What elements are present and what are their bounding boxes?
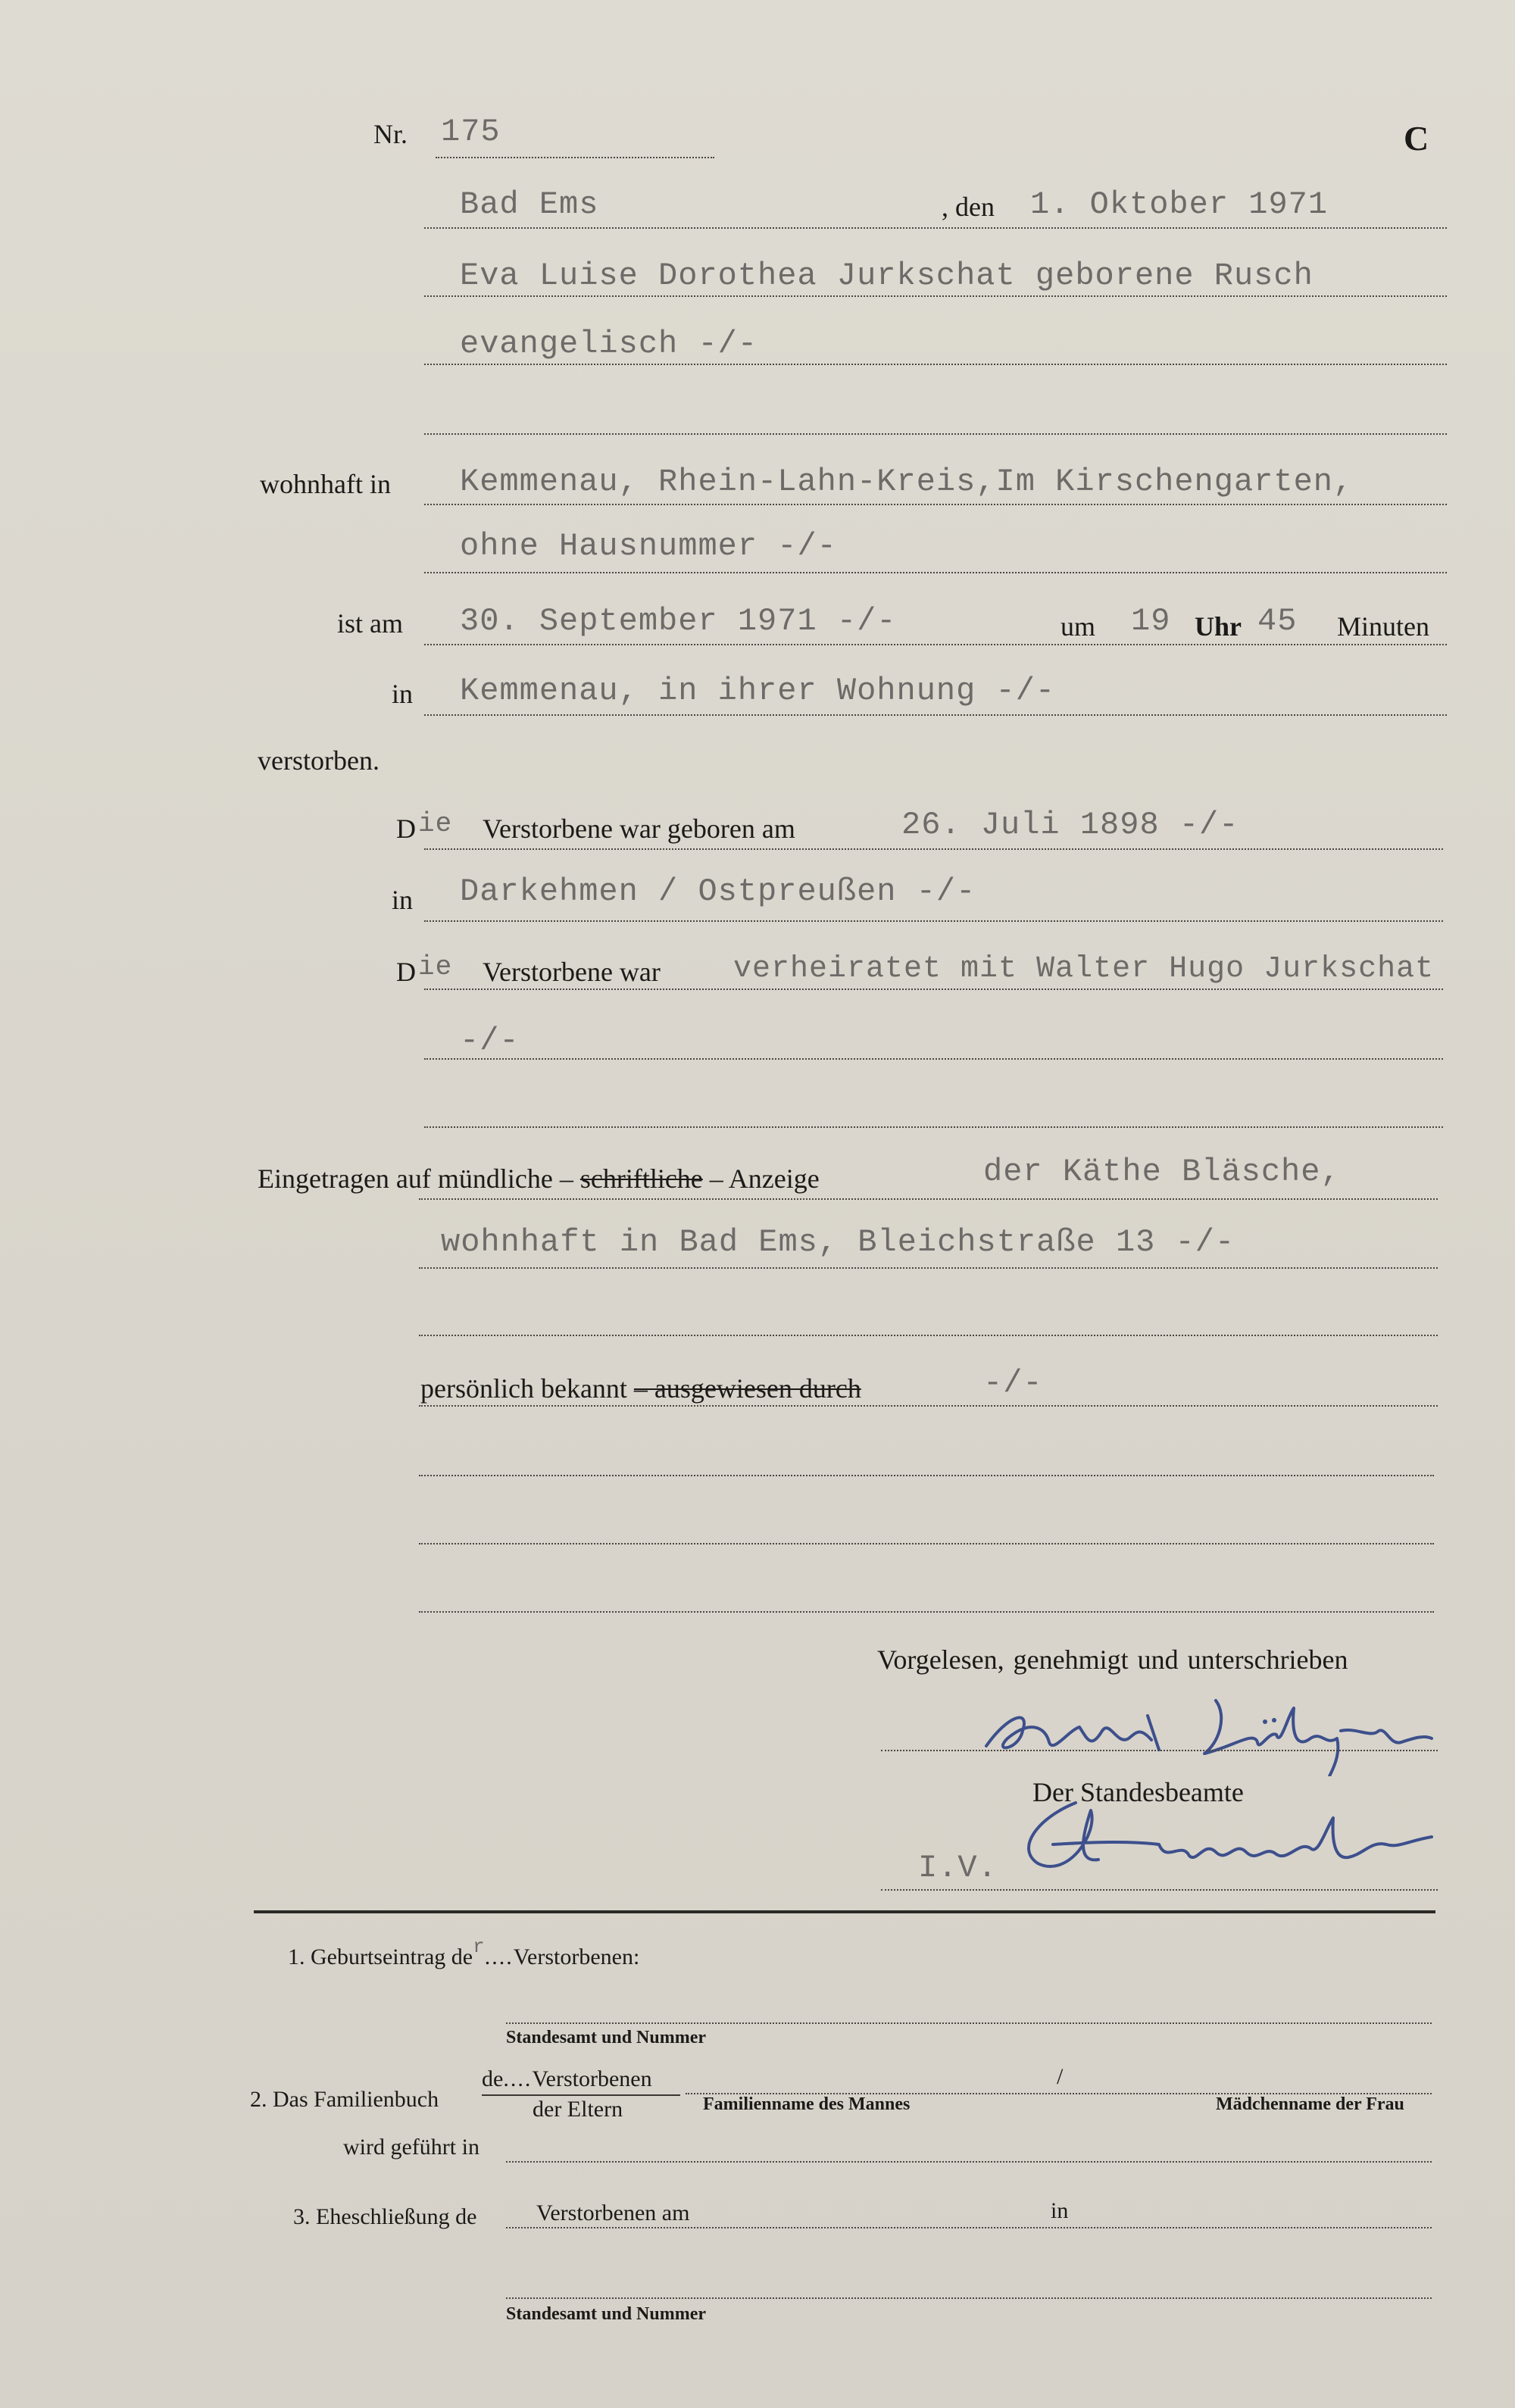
footer-item3-rule — [506, 2227, 1432, 2228]
footer-item2-top-a: de — [482, 2066, 504, 2091]
footer-item1: 1. Geburtseintrag der....Verstorbenen: — [288, 1935, 640, 1969]
identity-rule — [419, 1405, 1438, 1407]
um-label: um — [1060, 611, 1096, 642]
death-hour: 19 — [1131, 603, 1171, 639]
report-label-struck: schriftliche — [579, 1163, 703, 1194]
residence-line1-rule — [424, 504, 1447, 505]
marital-label: Verstorbene war — [483, 957, 661, 987]
marital-rule3 — [424, 1126, 1443, 1128]
religion-value: evangelisch -/- — [460, 326, 758, 362]
footer-standesamt2: Standesamt und Nummer — [506, 2304, 707, 2324]
footer-item2-slash: / — [1057, 2064, 1064, 2089]
footer-item1-sup: r — [473, 1935, 485, 1958]
nr-line — [436, 157, 714, 158]
death-date-rule — [424, 644, 1447, 645]
report-label-line — [258, 1163, 820, 1195]
name-value: Eva Luise Dorothea Jurkschat geborene Rusch — [460, 258, 1314, 294]
birth-place-rule — [424, 920, 1443, 922]
informant-address-rule — [419, 1267, 1438, 1269]
closing-statement: Vorgelesen, genehmigt und unterschrieben — [877, 1644, 1348, 1675]
birth-place: Darkehmen / Ostpreußen -/- — [460, 873, 976, 910]
official-label: Der Standesbeamte — [1032, 1777, 1244, 1807]
marital-value2: -/- — [460, 1023, 520, 1059]
marital-rule — [424, 988, 1443, 990]
birth-date: 26. Juli 1898 -/- — [901, 807, 1239, 843]
footer-item2-top-b: Verstorbenen — [532, 2066, 652, 2091]
informant-value: der Käthe Bläsche, — [983, 1154, 1341, 1190]
verstorben-label: verstorben. — [258, 745, 380, 776]
place-value: Bad Ems — [460, 186, 599, 223]
minuten-label: Minuten — [1337, 611, 1429, 642]
religion-line — [424, 364, 1447, 365]
death-place: Kemmenau, in ihrer Wohnung -/- — [460, 673, 1056, 709]
footer-item2-top: de....Verstorbenen — [482, 2066, 652, 2091]
informant-rule — [419, 1198, 1438, 1200]
informant-signature — [977, 1685, 1447, 1776]
footer-item2-bottom: der Eltern — [533, 2097, 623, 2122]
residence-line1: Kemmenau, Rhein-Lahn-Kreis,Im Kirschengarten, — [460, 464, 1354, 500]
footer-maedchenname: Mädchenname der Frau — [1216, 2094, 1404, 2114]
marital-value: verheiratet mit Walter Hugo Jurkschat — [733, 952, 1435, 986]
footer-item3-rule2 — [506, 2297, 1432, 2299]
known-value: -/- — [983, 1365, 1043, 1401]
date-value: 1. Oktober 1971 — [1030, 186, 1329, 223]
footer-item1-b: Verstorbenen: — [513, 1944, 640, 1969]
footer-item2-label: 2. Das Familienbuch — [250, 2087, 439, 2112]
identity-rule2 — [419, 1475, 1434, 1476]
footer-item2-fraction-rule — [482, 2094, 680, 2096]
informant-signature-rule — [881, 1750, 1438, 1751]
identity-label-line — [420, 1373, 861, 1404]
divider-rule — [254, 1910, 1435, 1913]
known-struck: – ausgewiesen durch — [633, 1373, 861, 1404]
report-blank-rule — [419, 1335, 1438, 1336]
name-line — [424, 295, 1447, 297]
footer-wird-label: wird geführt in — [343, 2135, 479, 2160]
footer-standesamt1: Standesamt und Nummer — [506, 2028, 707, 2047]
footer-familienname: Familienname des Mannes — [703, 2094, 911, 2114]
place-date-line — [424, 227, 1447, 229]
footer-item3-a: 3. Eheschließung de — [293, 2204, 477, 2229]
marital-prefix-typed: ie — [418, 951, 453, 982]
footer-item1-rule — [506, 2022, 1432, 2024]
death-date-value: 30. September 1971 -/- — [460, 603, 897, 639]
known-label: persönlich bekannt — [420, 1373, 627, 1404]
birth-prefix-typed: ie — [418, 808, 453, 839]
uhr-label: Uhr — [1195, 611, 1242, 642]
blank-line — [424, 433, 1447, 435]
marital-prefix: D — [396, 957, 416, 987]
nr-value: 175 — [441, 114, 501, 150]
den-label: , den — [942, 192, 995, 222]
report-label-b: – Anzeige — [709, 1163, 820, 1194]
identity-rule4 — [419, 1611, 1434, 1613]
death-minutes: 45 — [1257, 603, 1298, 639]
residence-line2-rule — [424, 572, 1447, 573]
nr-label: Nr. — [373, 119, 408, 149]
official-signature — [1007, 1788, 1447, 1886]
birth-label: Verstorbene war geboren am — [483, 814, 795, 844]
birth-prefix: D — [396, 814, 416, 844]
death-in-label: in — [392, 679, 414, 709]
footer-wird-rule — [506, 2161, 1432, 2163]
official-signature-rule — [881, 1889, 1438, 1891]
death-place-rule — [424, 714, 1447, 716]
report-label-a: Eingetragen auf mündliche – — [258, 1163, 573, 1194]
birth-in-label: in — [392, 885, 414, 915]
birth-date-rule — [424, 848, 1443, 850]
footer-item1-a: 1. Geburtseintrag de — [288, 1944, 473, 1969]
footer-item3-b: Verstorbenen am — [536, 2200, 690, 2225]
identity-rule3 — [419, 1543, 1434, 1544]
footer-item3-in: in — [1051, 2198, 1069, 2223]
death-date-label: ist am — [337, 608, 403, 639]
residence-line2: ohne Hausnummer -/- — [460, 528, 837, 564]
iv-label: I.V. — [918, 1850, 998, 1886]
informant-address: wohnhaft in Bad Ems, Bleichstraße 13 -/- — [441, 1224, 1235, 1260]
residence-label: wohnhaft in — [260, 469, 391, 499]
form-letter: C — [1404, 119, 1429, 158]
marital-rule2 — [424, 1058, 1443, 1060]
